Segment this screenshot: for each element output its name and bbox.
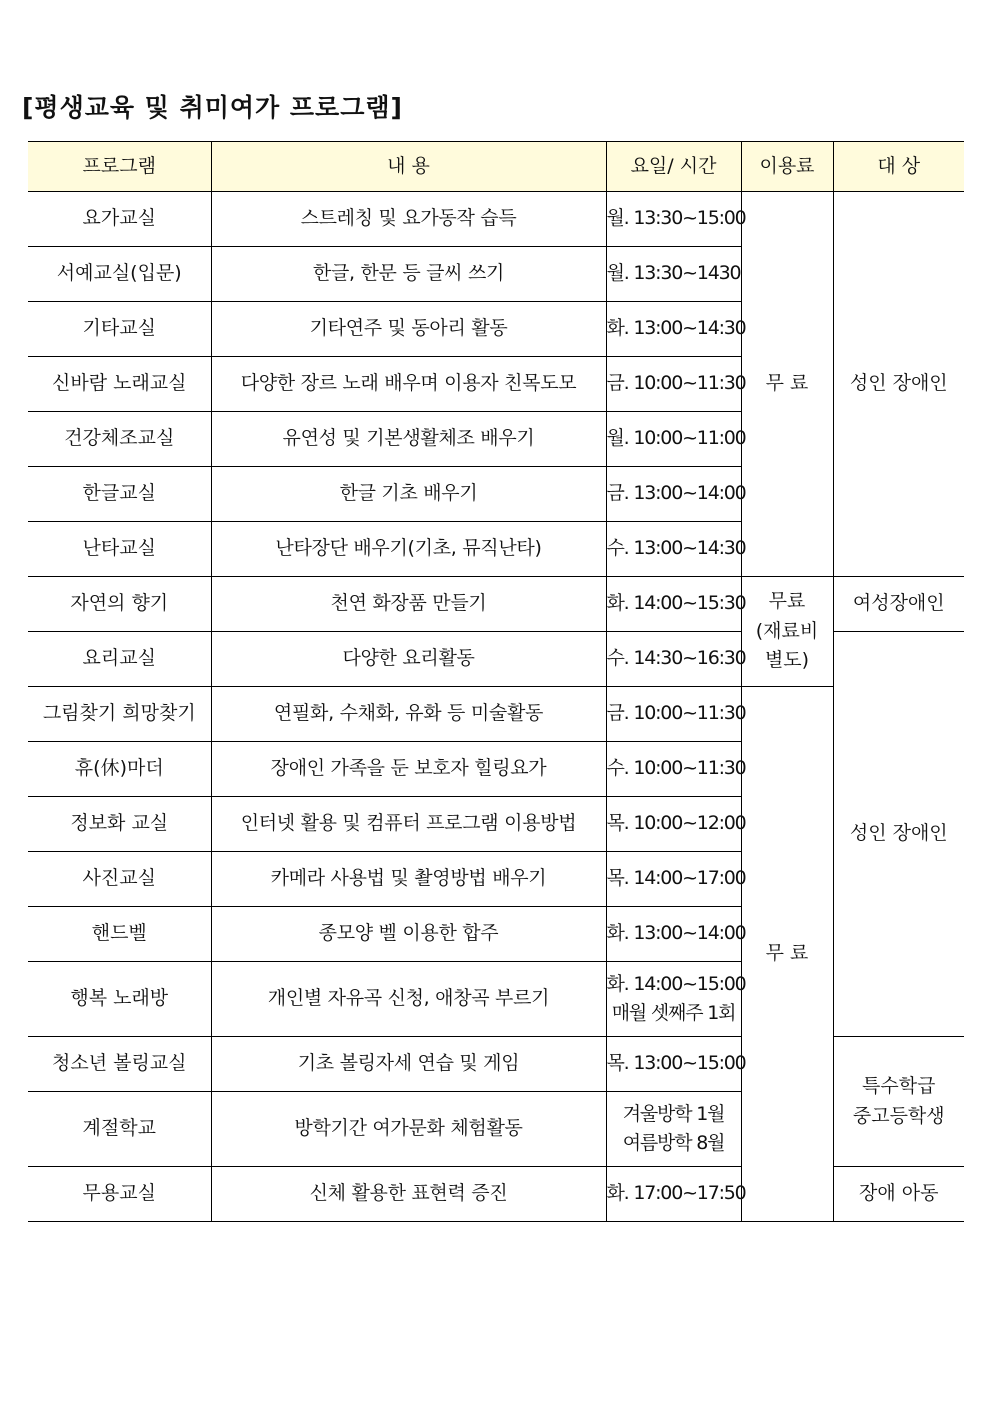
program-content: 기타연주 및 동아리 활동 [211, 302, 606, 357]
header-target: 대 상 [833, 142, 964, 192]
header-time: 요일/ 시간 [606, 142, 741, 192]
program-name: 청소년 볼링교실 [28, 1037, 211, 1092]
table-row [28, 192, 964, 247]
program-name: 신바람 노래교실 [28, 357, 211, 412]
program-name: 기타교실 [28, 302, 211, 357]
time-line: 겨울방학 1월 [622, 1102, 725, 1125]
program-time: 수. 14:30~16:30 [606, 632, 741, 687]
program-time [606, 1092, 741, 1167]
program-content: 인터넷 활용 및 컴퓨터 프로그램 이용방법 [211, 797, 606, 852]
time-line: 여름방학 8월 [622, 1132, 725, 1154]
table-row [28, 687, 964, 742]
program-time: 금. 13:00~14:00 [606, 467, 741, 522]
program-time: 수. 13:00~14:30 [606, 522, 741, 577]
program-name: 계절학교 [28, 1092, 211, 1167]
time-line: 화. 14:00~15:00 [606, 972, 746, 995]
table-row [28, 577, 964, 632]
target-cell: 여성장애인 [833, 577, 964, 632]
header-program: 프로그램 [28, 142, 211, 192]
program-name: 난타교실 [28, 522, 211, 577]
program-time: 목. 14:00~17:00 [606, 852, 741, 907]
program-name: 무용교실 [28, 1167, 211, 1222]
program-content: 연필화, 수채화, 유화 등 미술활동 [211, 687, 606, 742]
program-time [606, 962, 746, 1037]
program-content: 스트레칭 및 요가동작 습득 [211, 192, 606, 247]
program-content: 한글, 한문 등 글씨 쓰기 [211, 247, 606, 302]
header-fee: 이용료 [741, 142, 833, 192]
program-name: 건강체조교실 [28, 412, 211, 467]
program-content: 방학기간 여가문화 체험활동 [211, 1092, 606, 1167]
program-name: 자연의 향기 [28, 577, 211, 632]
fee-line: (재료비 [755, 619, 819, 642]
fee-line: 무료 [768, 590, 806, 613]
page-title: [평생교육 및 취미여가 프로그램] [22, 93, 403, 122]
program-name: 행복 노래방 [28, 962, 211, 1037]
program-time: 화. 17:00~17:50 [606, 1167, 741, 1222]
program-time: 화. 14:00~15:30 [606, 577, 741, 632]
fee-cell: 무 료 [741, 192, 833, 577]
program-name: 휴(休)마더 [28, 742, 211, 797]
program-time: 목. 13:00~15:00 [606, 1037, 741, 1092]
program-time: 수. 10:00~11:30 [606, 742, 741, 797]
program-time: 금. 10:00~11:30 [606, 687, 741, 742]
program-time: 금. 10:00~11:30 [606, 357, 741, 412]
header-content: 내 용 [211, 142, 606, 192]
program-time: 화. 13:00~14:00 [606, 907, 741, 962]
program-name: 서예교실(입문) [28, 247, 211, 302]
header-row [28, 142, 964, 192]
fee-cell-material [741, 577, 833, 687]
program-time: 월. 13:30~1430 [606, 247, 741, 302]
time-line: 매월 셋째주 1회 [611, 1002, 736, 1024]
target-cell: 성인 장애인 [833, 632, 964, 1037]
program-content: 장애인 가족을 둔 보호자 힐링요가 [211, 742, 606, 797]
fee-cell: 무 료 [741, 687, 833, 1222]
target-cell: 성인 장애인 [833, 192, 964, 577]
program-time: 월. 13:30~15:00 [606, 192, 741, 247]
program-content: 유연성 및 기본생활체조 배우기 [211, 412, 606, 467]
program-content: 카메라 사용법 및 촬영방법 배우기 [211, 852, 606, 907]
program-content: 신체 활용한 표현력 증진 [211, 1167, 606, 1222]
program-name: 한글교실 [28, 467, 211, 522]
program-name: 요리교실 [28, 632, 211, 687]
program-content: 천연 화장품 만들기 [211, 577, 606, 632]
target-cell [833, 1037, 964, 1167]
program-time: 화. 13:00~14:30 [606, 302, 741, 357]
program-name: 요가교실 [28, 192, 211, 247]
program-name: 사진교실 [28, 852, 211, 907]
target-line: 특수학급 [862, 1075, 936, 1098]
program-content: 난타장단 배우기(기초, 뮤직난타) [211, 522, 606, 577]
target-line: 중고등학생 [852, 1104, 945, 1127]
program-content: 한글 기초 배우기 [211, 467, 606, 522]
fee-line: 별도) [764, 649, 810, 672]
program-content: 다양한 장르 노래 배우며 이용자 친목도모 [211, 357, 606, 412]
program-name: 핸드벨 [28, 907, 211, 962]
program-name: 그림찾기 희망찾기 [28, 687, 211, 742]
program-time: 목. 10:00~12:00 [606, 797, 741, 852]
program-content: 개인별 자유곡 신청, 애창곡 부르기 [211, 962, 606, 1037]
program-content: 다양한 요리활동 [211, 632, 606, 687]
program-name: 정보화 교실 [28, 797, 211, 852]
program-content: 종모양 벨 이용한 합주 [211, 907, 606, 962]
program-table [28, 141, 964, 1222]
target-cell: 장애 아동 [833, 1167, 964, 1222]
program-content: 기초 볼링자세 연습 및 게임 [211, 1037, 606, 1092]
program-time: 월. 10:00~11:00 [606, 412, 741, 467]
